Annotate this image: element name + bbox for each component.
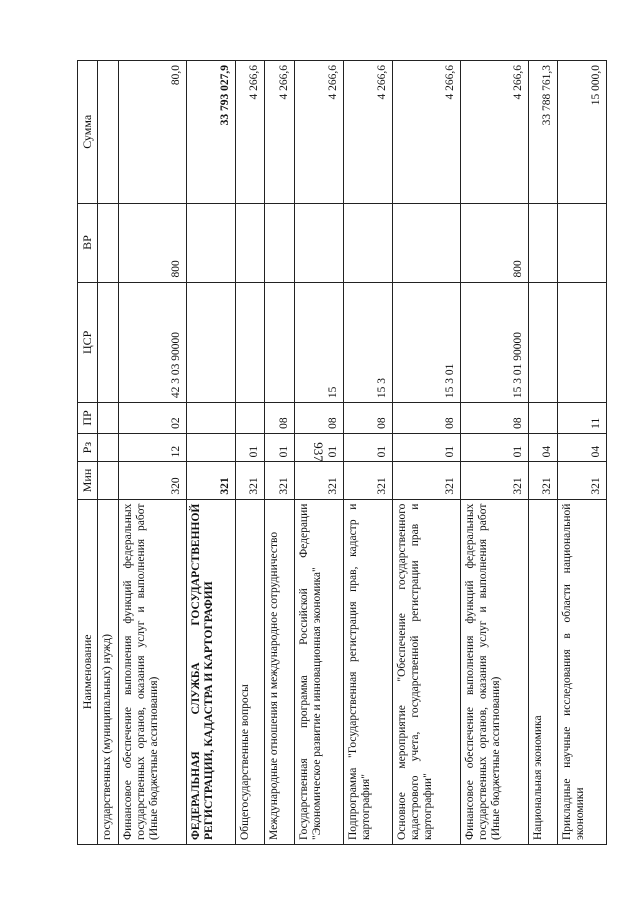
cell-pr: 08 — [392, 403, 460, 434]
cell-name: Финансовое обеспечение выполнения функций федеральных государственных органов, оказания услуг и выполнения работ (Иные бюджетные ассигнования) — [119, 499, 187, 844]
cell-csr — [558, 282, 607, 403]
table-row — [187, 61, 236, 845]
cell-csr — [98, 282, 119, 403]
cell-csr — [187, 282, 236, 403]
cell-rz: 04 — [558, 433, 607, 462]
cell-min: 321 — [460, 462, 528, 499]
budget-table — [77, 60, 607, 845]
cell-sum: 4 266,6 — [294, 61, 343, 204]
cell-name: ФЕДЕРАЛЬНАЯ СЛУЖБА ГОСУДАРСТВЕННОЙ РЕГИСТРАЦИИ, КАДАСТРА И КАРТОГРАФИИ — [187, 499, 236, 844]
cell-min: 321 — [558, 462, 607, 499]
cell-csr: 15 3 01 — [392, 282, 460, 403]
cell-min: 321 — [187, 462, 236, 499]
cell-name: Национальная экономика — [528, 499, 558, 844]
cell-rz: 01 — [235, 433, 265, 462]
cell-rz — [98, 433, 119, 462]
header-csr: ЦСР — [78, 282, 98, 403]
cell-vr — [187, 203, 236, 282]
cell-min: 321 — [343, 462, 392, 499]
table-row — [460, 61, 528, 845]
cell-rz: 04 — [528, 433, 558, 462]
header-name: Наименование — [78, 499, 98, 844]
table-row — [343, 61, 392, 845]
table-row — [235, 61, 265, 845]
table-body — [98, 61, 607, 845]
cell-rz — [187, 433, 236, 462]
cell-pr — [528, 403, 558, 434]
cell-sum: 33 793 027,9 — [187, 61, 236, 204]
cell-pr: 08 — [294, 403, 343, 434]
cell-pr — [187, 403, 236, 434]
cell-vr — [392, 203, 460, 282]
table-row — [558, 61, 607, 845]
cell-min — [98, 462, 119, 499]
cell-rz: 01 — [265, 433, 295, 462]
cell-vr — [343, 203, 392, 282]
cell-name: Государственная программа Российской Федерации "Экономическое развитие и инновационная экономика" — [294, 499, 343, 844]
cell-pr: 02 — [119, 403, 187, 434]
header-min: Мин — [78, 462, 98, 499]
rotated-table-frame — [77, 60, 607, 845]
cell-csr: 15 — [294, 282, 343, 403]
cell-pr: 11 — [558, 403, 607, 434]
cell-name: Международные отношения и международное сотрудничество — [265, 499, 295, 844]
cell-name: Прикладные научные исследования в области национальной экономики — [558, 499, 607, 844]
cell-vr — [294, 203, 343, 282]
cell-sum: 80,0 — [119, 61, 187, 204]
cell-vr — [265, 203, 295, 282]
cell-vr: 800 — [119, 203, 187, 282]
table-row — [528, 61, 558, 845]
cell-sum — [98, 61, 119, 204]
cell-vr — [558, 203, 607, 282]
cell-sum: 4 266,6 — [460, 61, 528, 204]
cell-sum: 4 266,6 — [235, 61, 265, 204]
cell-rz: 01 — [343, 433, 392, 462]
budget-table-container — [77, 60, 607, 845]
cell-vr: 800 — [460, 203, 528, 282]
table-header-row — [78, 61, 98, 845]
cell-sum: 4 266,6 — [343, 61, 392, 204]
cell-csr: 15 3 — [343, 282, 392, 403]
cell-name: Подпрограмма "Государственная регистрация прав, кадастр и картография" — [343, 499, 392, 844]
cell-rz: 01 — [392, 433, 460, 462]
cell-sum: 4 266,6 — [392, 61, 460, 204]
cell-min: 321 — [528, 462, 558, 499]
header-pr: ПР — [78, 403, 98, 434]
cell-csr: 15 3 01 90000 — [460, 282, 528, 403]
table-row — [119, 61, 187, 845]
cell-vr — [98, 203, 119, 282]
cell-pr — [235, 403, 265, 434]
cell-pr: 08 — [265, 403, 295, 434]
cell-name: Основное мероприятие "Обеспечение государственного кадастрового учета, государственной регистрации прав и картографии" — [392, 499, 460, 844]
cell-sum: 4 266,6 — [265, 61, 295, 204]
cell-csr — [528, 282, 558, 403]
cell-csr — [235, 282, 265, 403]
header-sum: Сумма — [78, 61, 98, 204]
cell-rz: 01 — [294, 433, 343, 462]
cell-csr — [265, 282, 295, 403]
header-vr: ВР — [78, 203, 98, 282]
cell-csr: 42 3 03 90000 — [119, 282, 187, 403]
cell-rz: 12 — [119, 433, 187, 462]
cell-sum: 33 788 761,3 — [528, 61, 558, 204]
cell-name: государственных (муниципальных) нужд) — [98, 499, 119, 844]
cell-name: Финансовое обеспечение выполнения функций федеральных государственных органов, оказания услуг и выполнения работ (Иные бюджетные ассигнования) — [460, 499, 528, 844]
header-rz: Рз — [78, 433, 98, 462]
cell-min: 321 — [392, 462, 460, 499]
cell-min: 321 — [235, 462, 265, 499]
table-row — [98, 61, 119, 845]
table-row — [392, 61, 460, 845]
cell-pr: 08 — [343, 403, 392, 434]
cell-vr — [235, 203, 265, 282]
table-row — [294, 61, 343, 845]
cell-min: 320 — [119, 462, 187, 499]
cell-min: 321 — [265, 462, 295, 499]
table-row — [265, 61, 295, 845]
cell-vr — [528, 203, 558, 282]
page-number: 937 — [311, 442, 326, 462]
cell-name: Общегосударственные вопросы — [235, 499, 265, 844]
cell-pr — [98, 403, 119, 434]
cell-min: 321 — [294, 462, 343, 499]
cell-rz: 01 — [460, 433, 528, 462]
cell-sum: 15 000,0 — [558, 61, 607, 204]
cell-pr: 08 — [460, 403, 528, 434]
